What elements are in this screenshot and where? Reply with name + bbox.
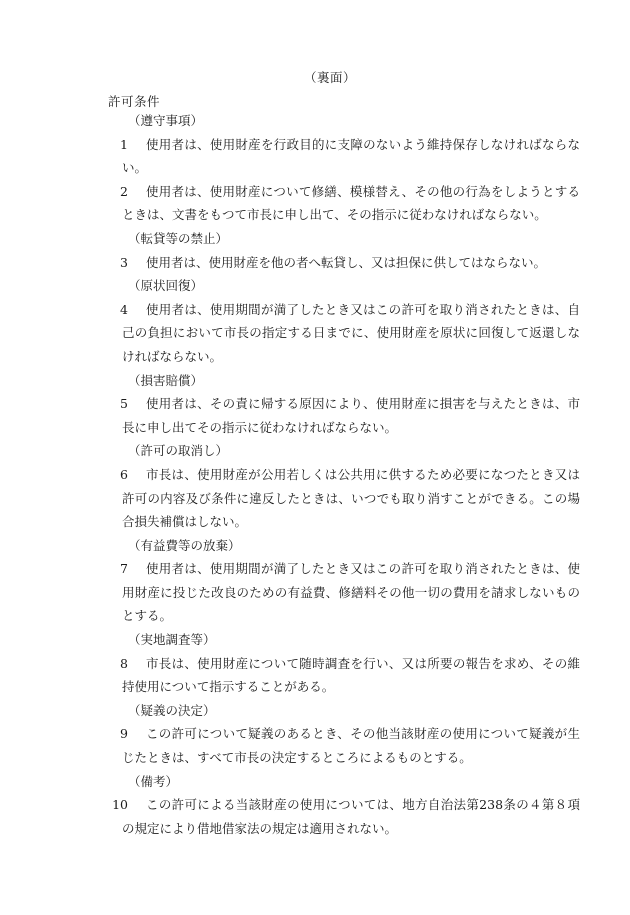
section-heading: （転貸等の禁止）	[128, 230, 229, 246]
section-heading: （疑義の決定）	[128, 702, 216, 718]
section-heading: （備考）	[128, 773, 179, 789]
condition-item	[0, 557, 630, 628]
condition-number: 8	[120, 655, 128, 671]
condition-number: 5	[120, 396, 128, 412]
section-heading: （有益費等の放棄）	[128, 537, 241, 553]
condition-text: この許可について疑義のあるとき、その他当該財産の使用について疑義が生じたときは、すべて市長の決定するところによるものとする。	[122, 726, 580, 766]
condition-number: 6	[120, 466, 128, 482]
condition-item	[0, 251, 630, 275]
condition-number: 4	[120, 301, 128, 317]
condition-text: 使用者は、使用期間が満了したとき又はこの許可を取り消されたときは、自己の負担において市長の指定する日までに、使用財産を原状に回復して返還しなければならない。	[122, 301, 580, 364]
document-title: 許可条件	[108, 94, 161, 109]
conditions-list	[0, 109, 630, 840]
page-side-label: （裏面）	[303, 70, 356, 85]
condition-text: 使用者は、その責に帰する原因により、使用財産に損害を与えたときは、市長に申し出てその指示に従わなければならない。	[122, 396, 580, 435]
condition-number: 7	[120, 561, 128, 577]
condition-text: 使用者は、使用財産を行政目的に支障のないよう維持保存しなければならない。	[122, 136, 580, 176]
section-heading: （遵守事項）	[128, 113, 204, 128]
condition-number: 1	[120, 136, 128, 152]
condition-number: 10	[112, 797, 128, 813]
condition-item	[0, 133, 630, 180]
condition-text: 使用者は、使用期間が満了したとき又はこの許可を取り消されたときは、使用財産に投じた改良のための有益費、修繕料その他一切の費用を請求しないものとする。	[122, 561, 580, 624]
condition-item	[0, 463, 630, 534]
condition-number: 2	[120, 183, 128, 199]
condition-text: この許可による当該財産の使用については、地方自治法第238条の４第８項の規定により借地借家法の規定は適用されない。	[122, 797, 580, 836]
condition-text: 市長は、使用財産について随時調査を行い、又は所要の報告を求め、その維持使用について指示することがある。	[122, 655, 580, 695]
condition-item	[0, 298, 630, 369]
condition-item	[0, 652, 630, 699]
section-heading: （実地調査等）	[128, 632, 216, 648]
condition-number: 9	[120, 726, 128, 742]
condition-item	[0, 793, 630, 840]
condition-item	[0, 392, 630, 439]
condition-text: 市長は、使用財産が公用若しくは公共用に供するため必要になつたとき又は許可の内容及び条件に違反したときは、いつでも取り消すことができる。この場合損失補償はしない。	[122, 466, 580, 530]
condition-number: 3	[120, 254, 128, 270]
condition-item	[0, 180, 630, 227]
condition-text: 使用者は、使用財産を他の者へ転貸し、又は担保に供してはならない。	[146, 254, 547, 270]
section-heading: （許可の取消し）	[128, 443, 229, 459]
section-heading: （損害賠償）	[128, 372, 204, 388]
section-heading: （原状回復）	[128, 278, 204, 294]
condition-item	[0, 722, 630, 769]
condition-text: 使用者は、使用財産について修繕、模様替え、その他の行為をしようとするときは、文書をもつて市長に申し出て、その指示に従わなければならない。	[122, 183, 580, 223]
